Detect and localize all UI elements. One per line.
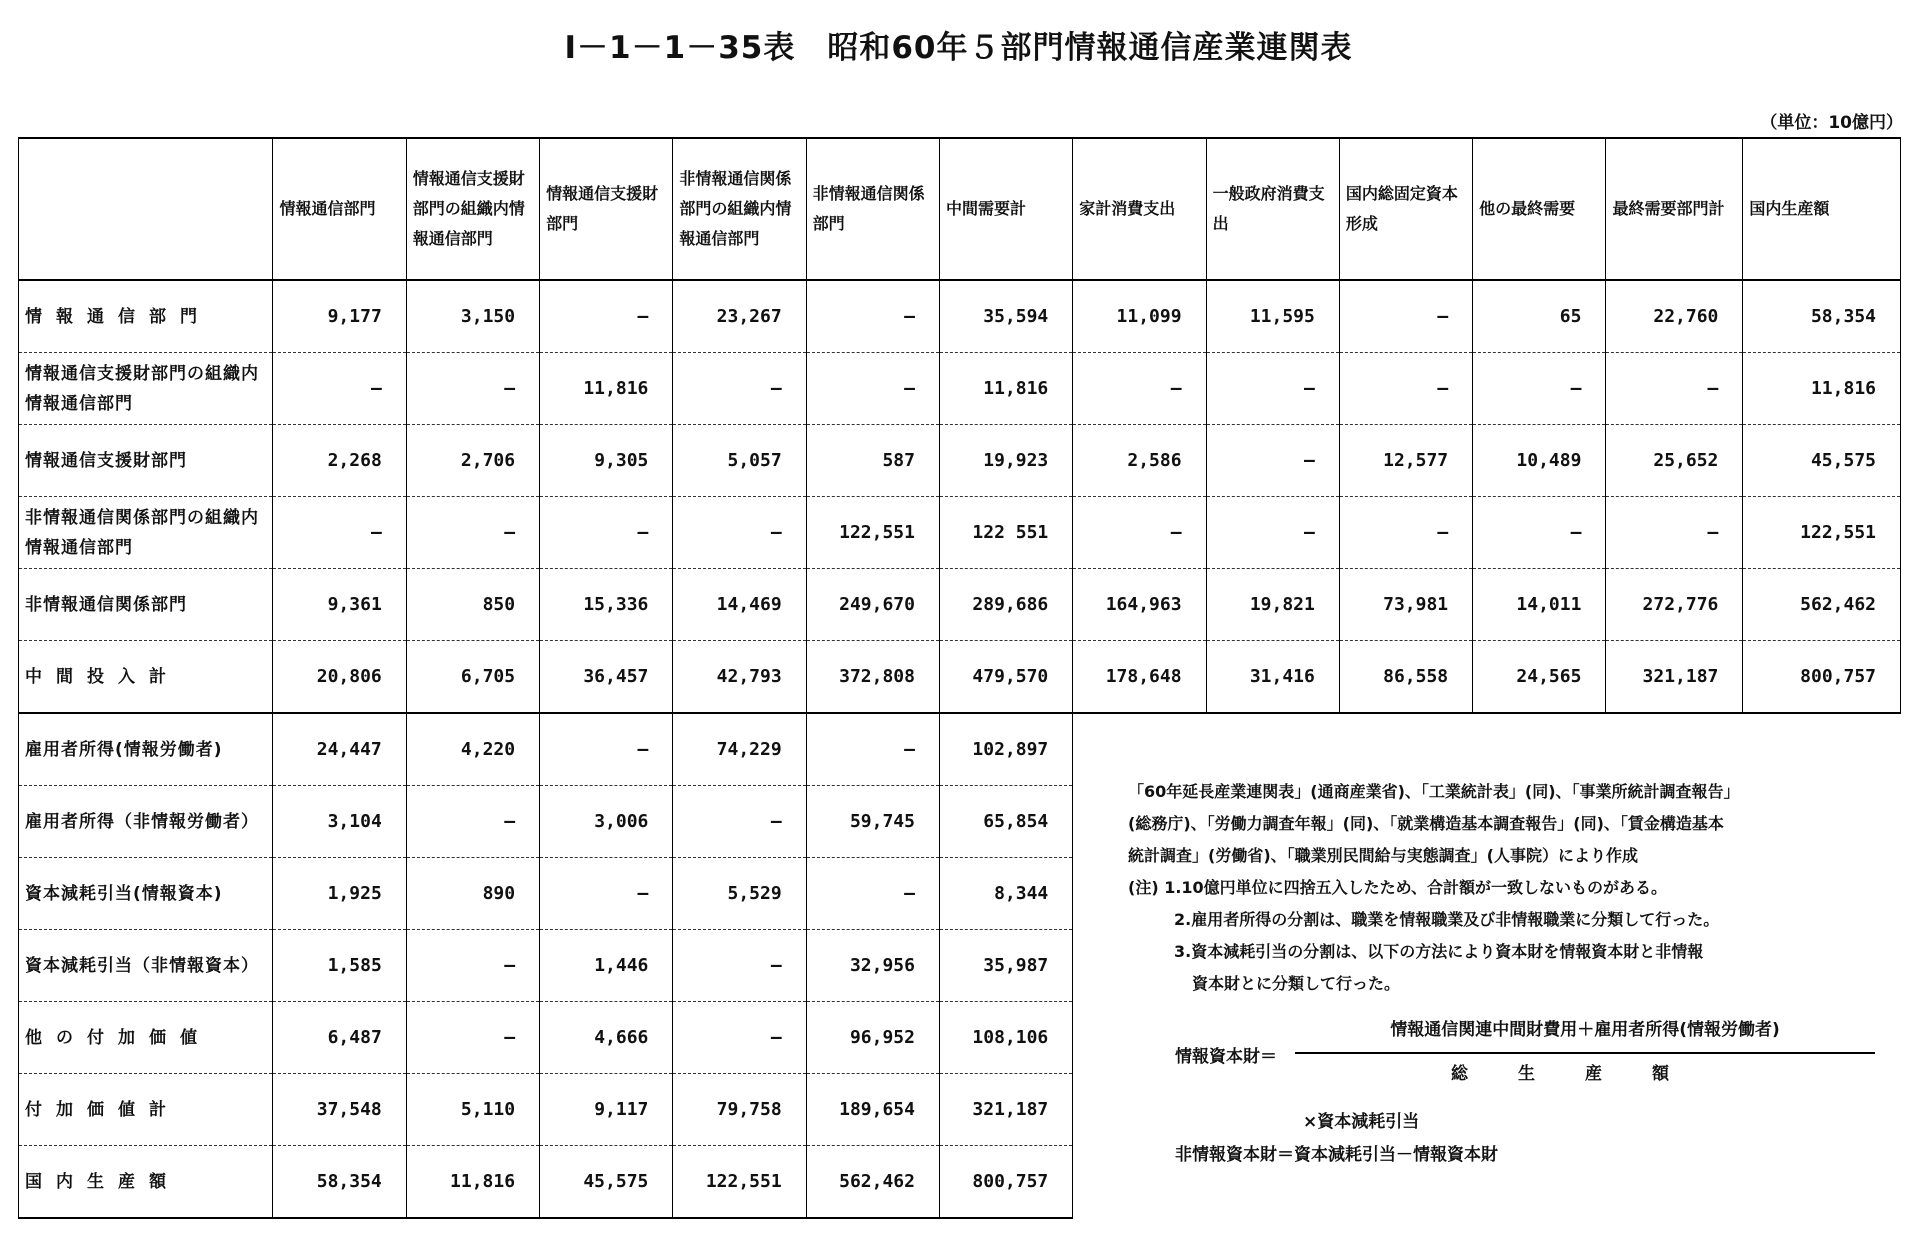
source-line: 統計調査」(労働省)、「職業別民間給与実態調査」(人事院）により作成 [1128, 846, 1638, 865]
col-header: 非情報通信関係部門の組織内情報通信部門 [673, 138, 806, 280]
row-label: 非情報通信関係部門の組織内情報通信部門 [19, 497, 273, 569]
table-cell: 2,706 [406, 425, 539, 497]
table-cell: 59,745 [806, 786, 939, 858]
table-cell: — [406, 786, 539, 858]
row-label: 付加価値計 [19, 1074, 273, 1146]
table-cell: 189,654 [806, 1074, 939, 1146]
table-cell: 73,981 [1339, 569, 1472, 641]
col-header: 情報通信部門 [273, 138, 406, 280]
row-label: 資本減耗引当（非情報資本） [19, 930, 273, 1002]
table-cell: 9,305 [540, 425, 673, 497]
table-cell: — [1073, 497, 1206, 569]
table-cell: 31,416 [1206, 641, 1339, 714]
col-header: 一般政府消費支出 [1206, 138, 1339, 280]
col-header: 他の最終需要 [1473, 138, 1606, 280]
table-cell: 11,816 [1743, 353, 1901, 425]
table-cell: 10,489 [1473, 425, 1606, 497]
table-cell: 272,776 [1606, 569, 1743, 641]
table-cell: 96,952 [806, 1002, 939, 1074]
table-cell: — [540, 280, 673, 353]
table-cell: 25,652 [1606, 425, 1743, 497]
table-cell: 6,487 [273, 1002, 406, 1074]
table-cell: 11,816 [406, 1146, 539, 1219]
table-cell: 6,705 [406, 641, 539, 714]
table-cell: 800,757 [939, 1146, 1072, 1219]
table-cell: — [540, 497, 673, 569]
table-cell: — [406, 497, 539, 569]
table-cell: 14,469 [673, 569, 806, 641]
table-cell: 65,854 [939, 786, 1072, 858]
table-cell: — [1073, 353, 1206, 425]
table-cell: 11,595 [1206, 280, 1339, 353]
table-row [19, 425, 1901, 497]
table-cell: 122 551 [939, 497, 1072, 569]
col-header: 国内総固定資本形成 [1339, 138, 1472, 280]
table-cell: — [1339, 353, 1472, 425]
note-line: (注) 1.10億円単位に四捨五入したため、合計額が一致しないものがある。 [1128, 878, 1668, 897]
table-cell: 479,570 [939, 641, 1072, 714]
table-cell: — [673, 786, 806, 858]
header-corner [19, 138, 273, 280]
table-cell: — [406, 930, 539, 1002]
note-line: 資本財とに分類して行った。 [1192, 974, 1401, 993]
table-cell: — [673, 497, 806, 569]
table-cell: 22,760 [1606, 280, 1743, 353]
unit-label: （単位：10億円） [1760, 113, 1903, 133]
row-label: 雇用者所得(情報労働者) [19, 713, 273, 786]
table-cell: 86,558 [1339, 641, 1472, 714]
table-cell: — [1206, 353, 1339, 425]
table-cell: — [540, 713, 673, 786]
table-row [19, 280, 1901, 353]
table-cell: 58,354 [273, 1146, 406, 1219]
page-title: Ⅰ－1－1－35表 昭和60年５部門情報通信産業連関表 [564, 30, 1353, 66]
table-cell: 372,808 [806, 641, 939, 714]
table-cell: 1,585 [273, 930, 406, 1002]
table-cell: 2,586 [1073, 425, 1206, 497]
table-cell: 562,462 [806, 1146, 939, 1219]
table-cell: 45,575 [1743, 425, 1901, 497]
table-cell: 5,057 [673, 425, 806, 497]
table-cell: 19,923 [939, 425, 1072, 497]
table-cell: 1,925 [273, 858, 406, 930]
table-cell: 24,447 [273, 713, 406, 786]
table-cell: — [673, 1002, 806, 1074]
col-header: 情報通信支援財部門 [540, 138, 673, 280]
table-cell: 35,594 [939, 280, 1072, 353]
table-cell: 11,816 [540, 353, 673, 425]
table-cell: 4,666 [540, 1002, 673, 1074]
formula-multiplier: ×資本減耗引当 [1303, 1112, 1420, 1132]
col-header: 最終需要部門計 [1606, 138, 1743, 280]
table-cell: 800,757 [1743, 641, 1901, 714]
note-line: 3.資本減耗引当の分割は、以下の方法により資本財を情報資本財と非情報 [1174, 942, 1704, 961]
table-cell: 12,577 [1339, 425, 1472, 497]
fraction-bar [1295, 1052, 1875, 1054]
row-label: 非情報通信関係部門 [19, 569, 273, 641]
table-cell: 20,806 [273, 641, 406, 714]
table-cell: 122,551 [806, 497, 939, 569]
table-cell: 11,816 [939, 353, 1072, 425]
table-cell: — [1206, 497, 1339, 569]
table-cell: 65 [1473, 280, 1606, 353]
header-row [19, 138, 1901, 280]
table-cell: — [806, 858, 939, 930]
row-label: 情報通信部門 [19, 280, 273, 353]
formula-lhs: 情報資本財＝ [1175, 1047, 1277, 1067]
table-cell: 890 [406, 858, 539, 930]
table-cell: — [1206, 425, 1339, 497]
table-cell: 35,987 [939, 930, 1072, 1002]
table-cell: 5,529 [673, 858, 806, 930]
table-cell: — [1339, 497, 1472, 569]
table-cell: 23,267 [673, 280, 806, 353]
table-cell: — [1473, 353, 1606, 425]
row-label: 他の付加価値 [19, 1002, 273, 1074]
col-header: 家計消費支出 [1073, 138, 1206, 280]
table-cell: 3,104 [273, 786, 406, 858]
table-cell: 3,006 [540, 786, 673, 858]
formula-numerator: 情報通信関連中間財費用＋雇用者所得(情報労働者) [1390, 1020, 1780, 1040]
table-row [19, 641, 1901, 714]
table-cell: 164,963 [1073, 569, 1206, 641]
table-cell: 37,548 [273, 1074, 406, 1146]
table-cell: 11,099 [1073, 280, 1206, 353]
row-label: 情報通信支援財部門 [19, 425, 273, 497]
table-row [19, 497, 1901, 569]
table-cell: 45,575 [540, 1146, 673, 1219]
table-cell: 249,670 [806, 569, 939, 641]
table-cell: 850 [406, 569, 539, 641]
row-label: 情報通信支援財部門の組織内情報通信部門 [19, 353, 273, 425]
source-notes [1128, 776, 1908, 1000]
table-cell: — [1473, 497, 1606, 569]
table-cell: 321,187 [1606, 641, 1743, 714]
table-cell: 5,110 [406, 1074, 539, 1146]
table-cell: — [806, 353, 939, 425]
table-cell: 122,551 [1743, 497, 1901, 569]
row-label: 雇用者所得（非情報労働者） [19, 786, 273, 858]
table-cell: 14,011 [1473, 569, 1606, 641]
table-cell: — [806, 280, 939, 353]
table-cell: 74,229 [673, 713, 806, 786]
row-label: 資本減耗引当(情報資本) [19, 858, 273, 930]
table-cell: 19,821 [1206, 569, 1339, 641]
table-cell: 9,361 [273, 569, 406, 641]
table-row [19, 353, 1901, 425]
table-cell: — [1339, 280, 1472, 353]
table-cell: 4,220 [406, 713, 539, 786]
table-cell: 8,344 [939, 858, 1072, 930]
table-cell: — [273, 497, 406, 569]
table-cell: 108,106 [939, 1002, 1072, 1074]
source-line: 「60年延長産業連関表」(通商産業省)、「工業統計表」(同)、「事業所統計調査報告」 [1128, 782, 1740, 801]
table-cell: — [406, 1002, 539, 1074]
table-cell: 32,956 [806, 930, 939, 1002]
table-cell: — [273, 353, 406, 425]
formula-denominator: 総生産額 [1451, 1064, 1719, 1084]
table-cell: 122,551 [673, 1146, 806, 1219]
table-row [19, 569, 1901, 641]
table-cell: 587 [806, 425, 939, 497]
col-header: 国内生産額 [1743, 138, 1901, 280]
table-cell: 1,446 [540, 930, 673, 1002]
table-cell: 15,336 [540, 569, 673, 641]
table-cell: 321,187 [939, 1074, 1072, 1146]
table-cell: 562,462 [1743, 569, 1901, 641]
table-cell: 24,565 [1473, 641, 1606, 714]
table-cell: 42,793 [673, 641, 806, 714]
table-cell: 9,117 [540, 1074, 673, 1146]
col-header: 情報通信支援財部門の組織内情報通信部門 [406, 138, 539, 280]
table-cell: 3,150 [406, 280, 539, 353]
col-header: 非情報通信関係部門 [806, 138, 939, 280]
table-cell: 58,354 [1743, 280, 1901, 353]
table-cell: 178,648 [1073, 641, 1206, 714]
note-line: 2.雇用者所得の分割は、職業を情報職業及び非情報職業に分類して行った。 [1174, 910, 1720, 929]
col-header: 中間需要計 [939, 138, 1072, 280]
table-cell: — [673, 930, 806, 1002]
row-label: 中間投入計 [19, 641, 273, 714]
table-row [19, 713, 1901, 786]
table-cell: — [673, 353, 806, 425]
table-cell: — [406, 353, 539, 425]
table-cell: 102,897 [939, 713, 1072, 786]
formula-second: 非情報資本財＝資本減耗引当－情報資本財 [1175, 1145, 1498, 1165]
row-label: 国内生産額 [19, 1146, 273, 1219]
table-cell: — [806, 713, 939, 786]
table-cell: 2,268 [273, 425, 406, 497]
table-cell: 9,177 [273, 280, 406, 353]
table-cell: — [1606, 353, 1743, 425]
table-cell: — [540, 858, 673, 930]
table-cell: 36,457 [540, 641, 673, 714]
table-cell: 289,686 [939, 569, 1072, 641]
table-cell: 79,758 [673, 1074, 806, 1146]
table-cell: — [1606, 497, 1743, 569]
source-line: (総務庁)、「労働力調査年報」(同)、「就業構造基本調査報告」(同)、「賃金構造基本 [1128, 814, 1724, 833]
formula [1175, 1015, 1895, 1095]
